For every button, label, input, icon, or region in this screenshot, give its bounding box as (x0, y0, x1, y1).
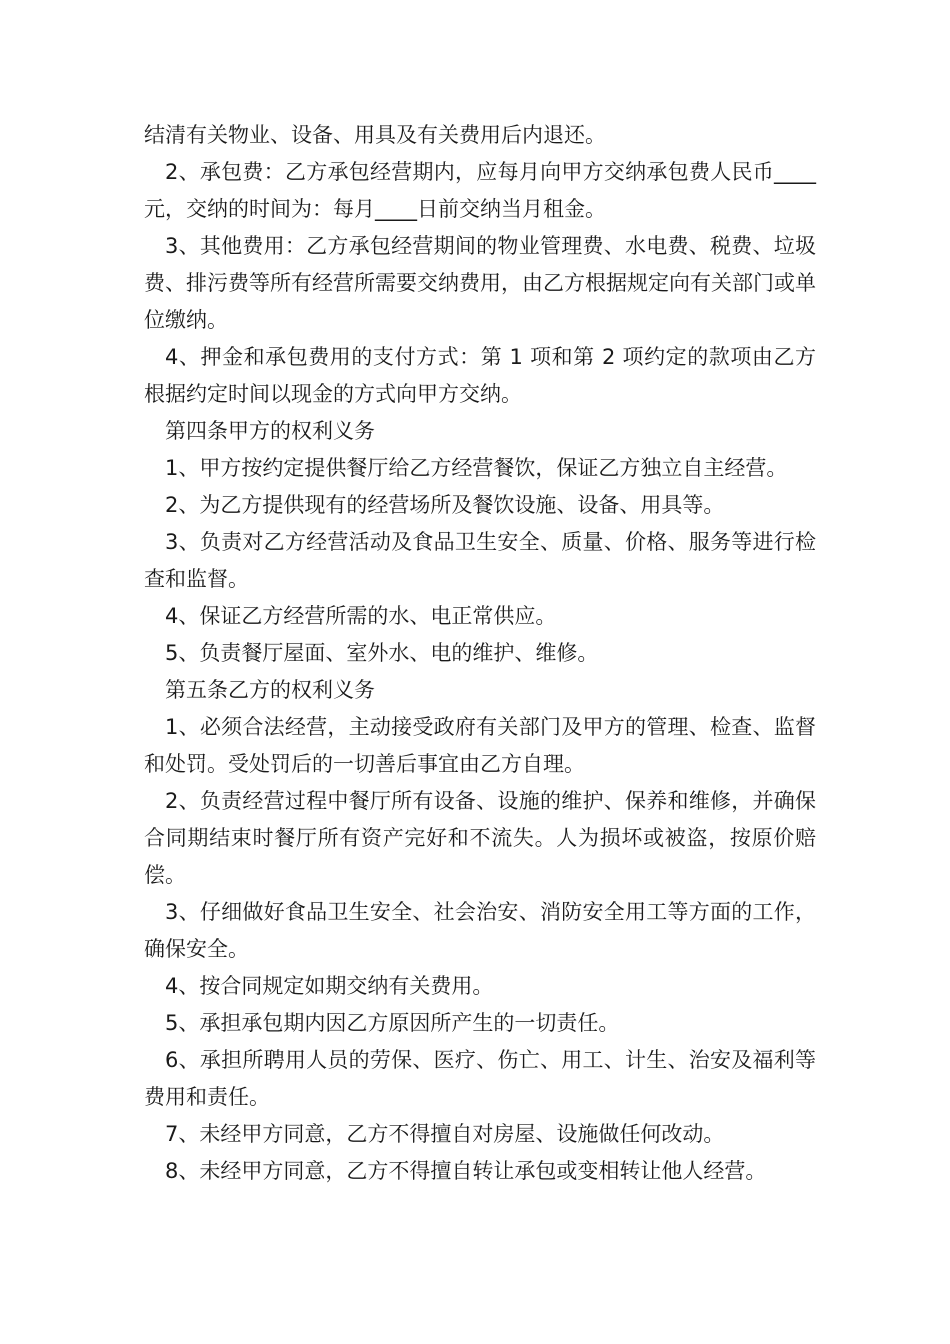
paragraph-article-4-item-3: 3、负责对乙方经营活动及食品卫生安全、质量、价格、服务等进行检查和监督。 (144, 530, 816, 591)
paragraph-article-5-item-6: 6、承担所聘用人员的劳保、医疗、伤亡、用工、计生、治安及福利等费用和责任。 (144, 1048, 816, 1109)
paragraph-article-4-item-4: 4、保证乙方经营所需的水、电正常供应。 (165, 604, 557, 628)
paragraph-article-4-item-1: 1、甲方按约定提供餐厅给乙方经营餐饮，保证乙方独立自主经营。 (165, 456, 788, 480)
paragraph-continuation: 结清有关物业、设备、用具及有关费用后内退还。 (144, 123, 606, 147)
paragraph-payment-method: 4、押金和承包费用的支付方式：第 1 项和第 2 项约定的款项由乙方根据约定时间以现金的方式向甲方交纳。 (144, 345, 816, 406)
paragraph-article-5-item-8: 8、未经甲方同意，乙方不得擅自转让承包或变相转让他人经营。 (165, 1159, 767, 1183)
paragraph-article-5-item-4: 4、按合同规定如期交纳有关费用。 (165, 974, 494, 998)
paragraph-other-fees: 3、其他费用：乙方承包经营期间的物业管理费、水电费、税费、垃圾费、排污费等所有经营所需要交纳费用，由乙方根据规定向有关部门或单位缴纳。 (144, 234, 816, 332)
paragraph-article-5-item-3: 3、仔细做好食品卫生安全、社会治安、消防安全用工等方面的工作，确保安全。 (144, 900, 816, 961)
document-page (144, 117, 816, 1190)
paragraph-article-5-item-2: 2、负责经营过程中餐厅所有设备、设施的维护、保养和维修，并确保合同期结束时餐厅所有资产完好和不流失。人为损坏或被盗，按原价赔偿。 (144, 789, 816, 887)
paragraph-contract-fee: 2、承包费：乙方承包经营期内，应每月向甲方交纳承包费人民币____元，交纳的时间为：每月____日前交纳当月租金。 (144, 160, 816, 221)
section-heading-article-5: 第五条乙方的权利义务 (165, 678, 375, 702)
paragraph-article-5-item-1: 1、必须合法经营，主动接受政府有关部门及甲方的管理、检查、监督和处罚。受处罚后的一切善后事宜由乙方自理。 (144, 715, 816, 776)
paragraph-article-5-item-7: 7、未经甲方同意，乙方不得擅自对房屋、设施做任何改动。 (165, 1122, 725, 1146)
section-heading-article-4: 第四条甲方的权利义务 (165, 419, 375, 443)
paragraph-article-5-item-5: 5、承担承包期内因乙方原因所产生的一切责任。 (165, 1011, 620, 1035)
paragraph-article-4-item-2: 2、为乙方提供现有的经营场所及餐饮设施、设备、用具等。 (165, 493, 725, 517)
paragraph-article-4-item-5: 5、负责餐厅屋面、室外水、电的维护、维修。 (165, 641, 599, 665)
